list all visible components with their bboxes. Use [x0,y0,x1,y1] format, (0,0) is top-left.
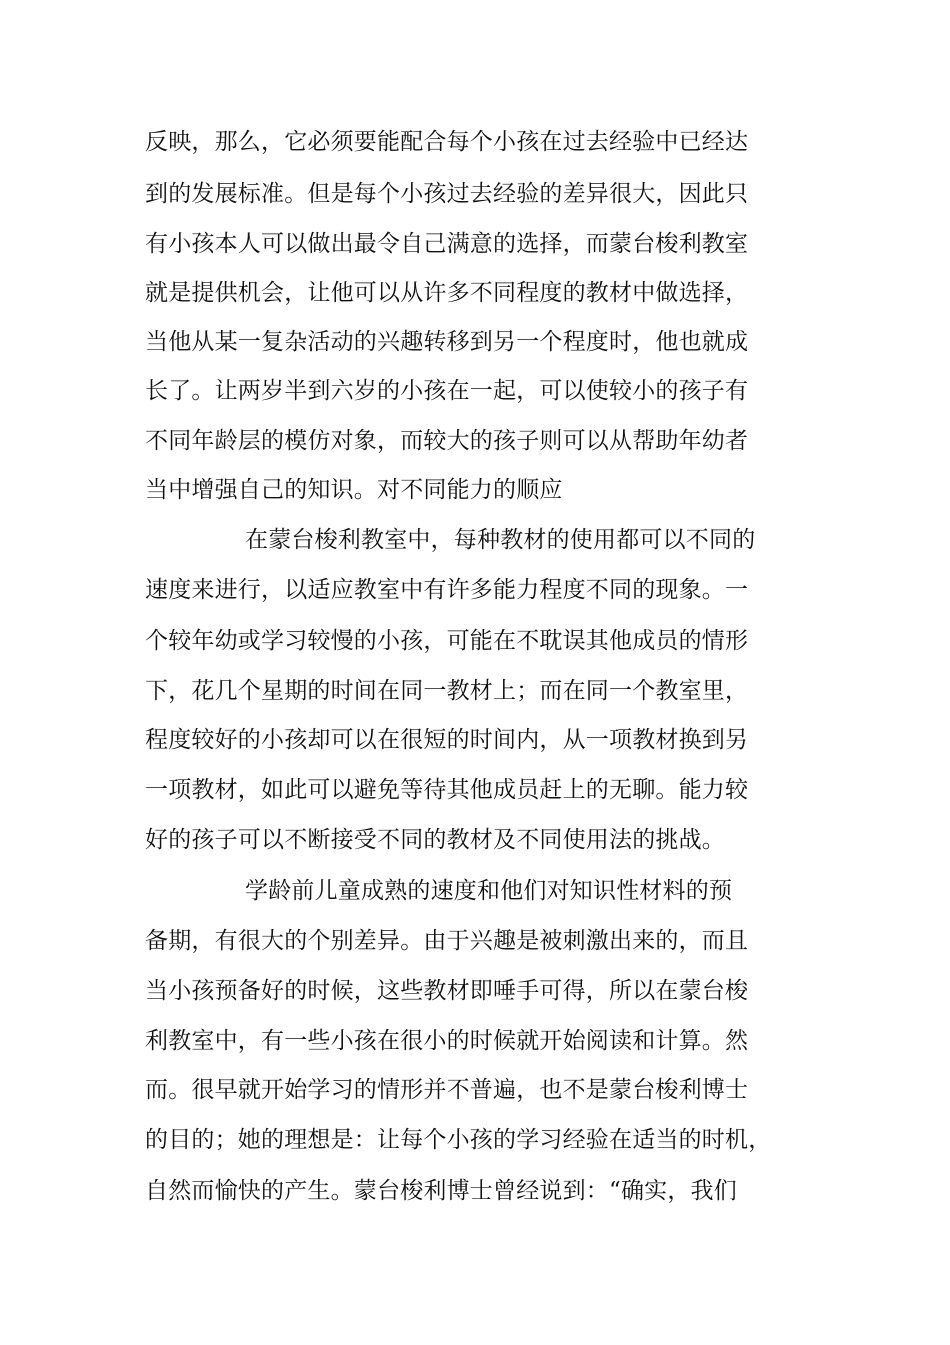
text-line: 下，花几个星期的时间在同一教材上；而在同一个教室里， [145,678,749,704]
text-line: 一项教材，如此可以避免等待其他成员赶上的无聊。能力较 [145,777,749,803]
text-line: 备期，有很大的个别差异。由于兴趣是被刺激出来的，而且 [145,928,749,954]
text-line: 自然而愉快的产生。蒙台梭利博士曾经说到：“确实，我们 [145,1178,737,1204]
text-line: 不同年龄层的模仿对象，而较大的孩子则可以从帮助年幼者 [145,428,749,454]
text-line: 反映，那么，它必须要能配合每个小孩在过去经验中已经达 [145,129,749,155]
text-line: 程度较好的小孩却可以在很短的时间内，从一项教材换到另 [145,727,749,753]
text-line: 速度来进行，以适应教室中有许多能力程度不同的现象。一 [145,577,749,603]
text-line: 利教室中，有一些小孩在很小的时候就开始阅读和计算。然 [145,1028,749,1054]
text-line: 长了。让两岁半到六岁的小孩在一起，可以使较小的孩子有 [145,378,749,404]
text-line: 而。很早就开始学习的情形并不普遍，也不是蒙台梭利博士 [145,1077,749,1103]
text-line: 当小孩预备好的时候，这些教材即唾手可得，所以在蒙台梭 [145,978,749,1004]
text-line: 的目的；她的理想是：让每个小孩的学习经验在适当的时机， [145,1127,772,1153]
text-line: 有小孩本人可以做出最令自己满意的选择，而蒙台梭利教室 [145,231,749,257]
text-line: 好的孩子可以不断接受不同的教材及不同使用法的挑战。 [145,827,725,853]
paragraph-first-line: 在蒙台梭利教室中，每种教材的使用都可以不同的 [245,527,756,553]
text-line: 就是提供机会，让他可以从许多不同程度的教材中做选择， [145,280,749,306]
text-line: 个较年幼或学习较慢的小孩，可能在不耽误其他成员的情形 [145,628,749,654]
paragraph-first-line: 学龄前儿童成熟的速度和他们对知识性材料的预 [245,878,733,904]
text-line: 当他从某一复杂活动的兴趣转移到另一个程度时，他也就成 [145,329,749,355]
text-line: 当中增强自己的知识。对不同能力的顺应 [145,477,563,503]
text-line: 到的发展标准。但是每个小孩过去经验的差异很大，因此只 [145,181,749,207]
